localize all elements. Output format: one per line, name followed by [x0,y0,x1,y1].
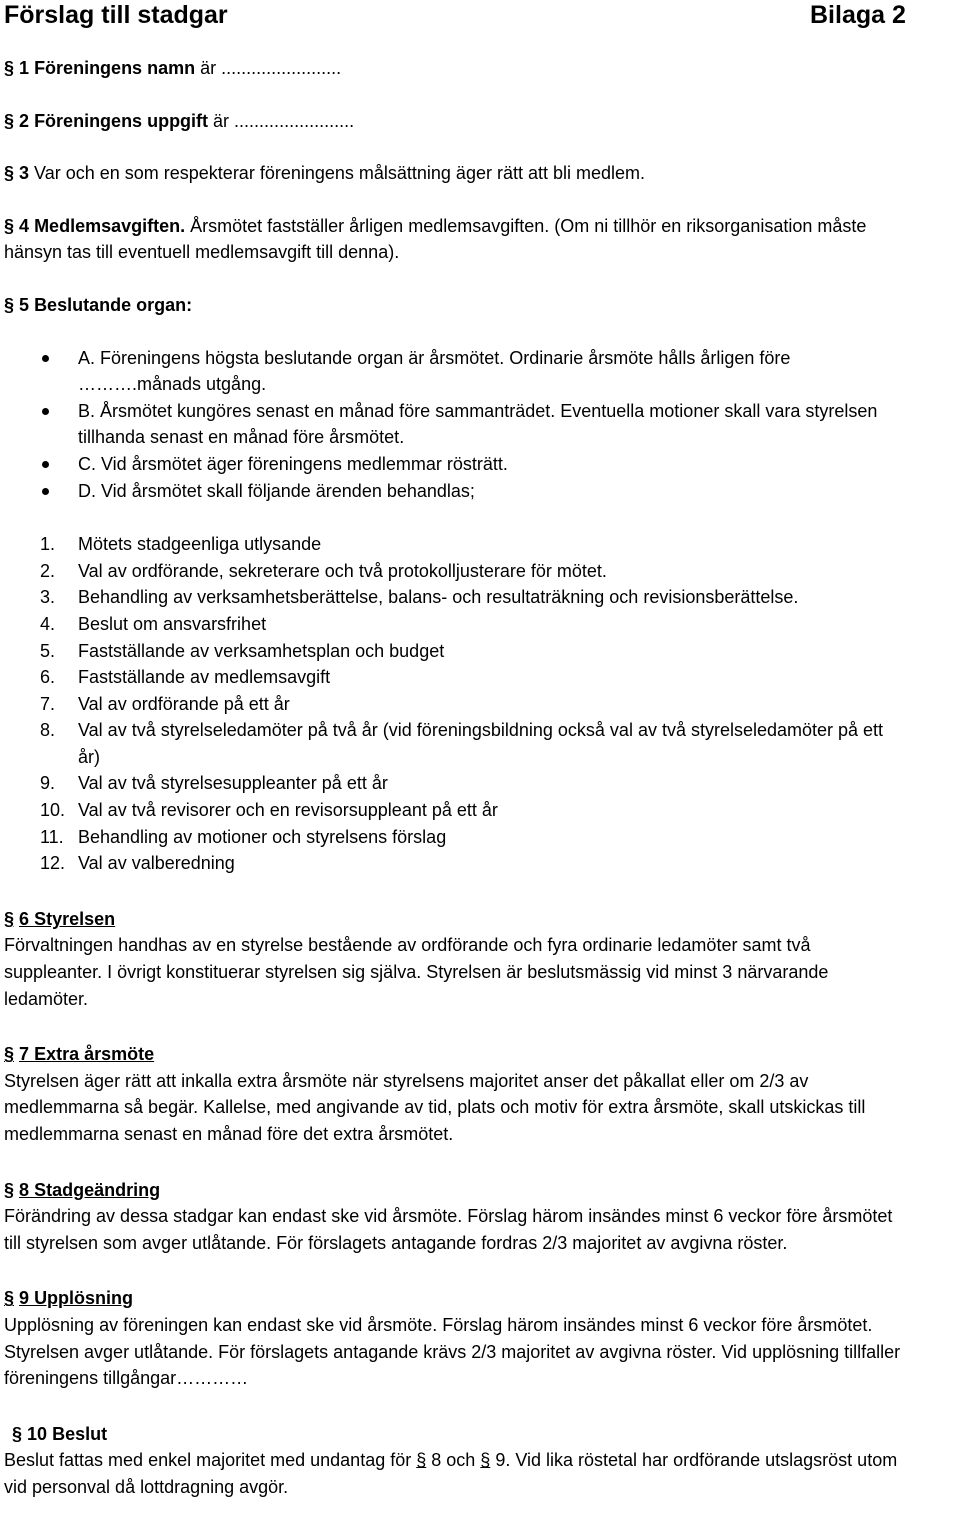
paragraph-sign: § [4,215,15,236]
section-1-title: Föreningens namn [34,58,196,78]
section-6 [4,906,954,1012]
section-1: § 1 Föreningens namn är ........................ [4,58,342,78]
list-item: 3. Behandling av verksamhetsberättelse, balans- och resultaträkning och revisionsberättelse. [40,587,799,608]
section-3: § 3 Var och en som respekterar föreningens målsättning äger rätt att bli medlem. [4,163,646,184]
section-4-title: Medlemsavgiften. [34,215,186,236]
paragraph-sign: § [480,1450,491,1471]
paragraph-sign: § [4,163,15,184]
bullet-item: D. Vid årsmötet skall följande ärenden behandlas; [4,478,954,505]
agenda-list [4,531,954,877]
list-item: 10. Val av två revisorer och en revisorsuppleant på ett år [40,800,498,821]
bullet-item: C. Vid årsmötet äger föreningens medlemmar rösträtt. [4,451,954,478]
section-8-body: Förändring av dessa stadgar kan endast ske vid årsmöte. Förslag härom insändes minst 6 veckor före årsmötet till styrelsen som avger utlåtande. För förslagets antagande fordras 2/3 majoritet av avgivna röster. [4,1206,893,1253]
section-9 [4,1285,954,1391]
section-2: § 2 Föreningens uppgift är ........................ [4,110,355,131]
list-item: 11. Behandling av motioner och styrelsens förslag [40,826,447,847]
list-item: 12. Val av valberedning [40,853,235,874]
list-item: 8. Val av två styrelseledamöter på två år (vid föreningsbildning också val av två styrelseledamöter på ett år) [40,720,884,767]
section-9-body: Upplösning av föreningen kan endast ske vid årsmöte. Förslag härom insändes minst 6 veckor före årsmötet. Styrelsen avger utlåtande. För förslagets antagande krävs 2/3 majoritet av avgivna röster. Vid upplösning tillfaller föreningens tillgångar………… [4,1314,901,1389]
section-2-title: Föreningens uppgift [34,110,209,131]
bullet-list [4,345,954,505]
list-item: 5. Fastställande av verksamhetsplan och budget [40,640,445,661]
section-10 [4,1421,954,1501]
section-9-heading: 9 Upplösning [19,1288,134,1309]
section-10-heading: 10 Beslut [27,1423,108,1444]
section-8-heading: 8 Stadgeändring [19,1179,161,1200]
section-7-heading: 7 Extra årsmöte [19,1044,155,1065]
appendix-label: Bilaga 2 [810,1,906,29]
document-title: Förslag till stadgar [4,1,228,29]
section-6-heading: 6 Styrelsen [19,908,116,929]
list-item: 1. Mötets stadgeenliga utlysande [40,534,322,555]
paragraph-sign: § [4,1288,15,1309]
section-6-body: Förvaltningen handhas av en styrelse bestående av ordförande och fyra ordinarie ledamöter samt två suppleanter. I övrigt konstituerar styrelsen sig själva. Styrelsen är beslutsmässig vid minst 3 närvarande ledamöter. [4,935,829,1009]
paragraph-sign: § [4,110,15,131]
bullet-item: B. Årsmötet kungöres senast en månad före sammanträdet. Eventuella motioner skall vara styrelsen tillhanda senast en månad före årsmötet. [4,398,954,451]
paragraph-sign: § [4,1044,15,1065]
list-item: 9. Val av två styrelsesuppleanter på ett år [40,773,388,794]
list-item: 2. Val av ordförande, sekreterare och två protokolljusterare för mötet. [40,560,607,581]
section-7-body: Styrelsen äger rätt att inkalla extra årsmöte när styrelsens majoritet anser det påkallat eller om 2/3 av medlemmarna så begär. Kallelse, med angivande av tid, plats och motiv för extra årsmöte, skall utskickas till medlemmarna senast en månad före det extra årsmötet. [4,1070,866,1144]
paragraph-sign: § [4,58,15,78]
paragraph-sign: § [4,1179,15,1200]
paragraph-sign: § [4,908,15,929]
list-item: 6. Fastställande av medlemsavgift [40,667,331,688]
section-10-body: Beslut fattas med enkel majoritet med undantag för § 8 och § 9. Vid lika röstetal har ordförande utslagsröst utom vid personval då lottdragning avgör. [4,1450,898,1497]
document-page [4,0,954,1501]
section-5: § 5 Beslutande organ: A. Föreningens högsta beslutande organ är årsmötet. Ordinarie årsmöte hålls årligen före ……….månads utgång. B. Årsmötet kungöres senast en månad före sammanträdet. Eventuella motioner skall vara styrelsen tillhanda senast en månad före årsmötet. C. Vid årsmötet äger föreningens medlemmar rösträtt. D. Vid årsmötet skall följande ärenden behandlas; 1. Mötets stadgeenliga utlysande 2. Val av ordförande, sekreterare och två protokolljusterare för mötet. 3. Behandling av verksamhetsberättelse, balans- och resultaträkning och revisionsberättelse. 4. Beslut om ansvarsfrihet 5. Fastställande av verksamhetsplan och budget 6. Fastställande av medlemsavgift 7. Val av ordförande på ett år 8. Val av två styrelseledamöter på två år (vid föreningsbildning också val av två styrelseledamöter på ett år) 9. Val av två styrelsesuppleanter på ett år 10. Val av två revisorer och en revisorsuppleant på ett år 11. Behandling av motioner och styrelsens förslag 12. Val av valberedning [4,292,954,877]
section-7 [4,1041,954,1147]
list-item: 4. Beslut om ansvarsfrihet [40,613,267,634]
document-header [4,0,954,30]
paragraph-sign: § [12,1423,23,1444]
paragraph-sign: § [4,294,15,315]
list-item: 7. Val av ordförande på ett år [40,693,290,714]
section-8 [4,1177,954,1257]
paragraph-sign: § [416,1450,427,1471]
section-5-title: Beslutande organ: [34,294,193,315]
section-4: § 4 Medlemsavgiften. Årsmötet fastställer årligen medlemsavgiften. (Om ni tillhör en riksorganisation måste hänsyn tas till eventuell medlemsavgift till denna). [4,215,867,263]
bullet-item: A. Föreningens högsta beslutande organ är årsmötet. Ordinarie årsmöte hålls årligen före ……….månads utgång. [4,345,954,398]
